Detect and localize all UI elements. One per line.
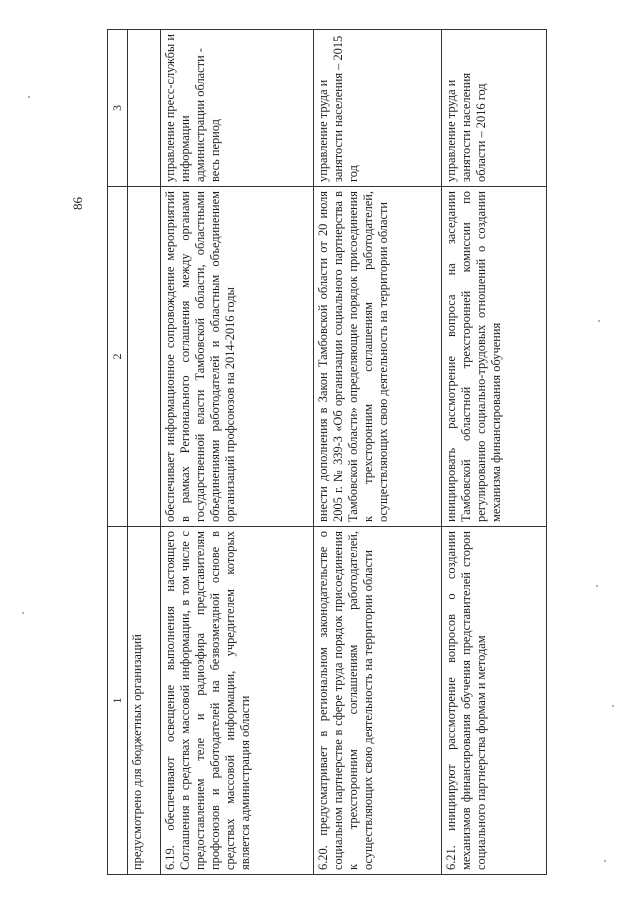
page-number: 86 [70, 197, 85, 210]
scan-speck [596, 585, 598, 587]
scan-speck [22, 612, 24, 614]
continuation-row [128, 30, 161, 875]
scan-speck [612, 705, 614, 707]
table-header-row [108, 30, 128, 875]
continuation-col-1: предусмотрено для бюджетных организаций [128, 527, 161, 875]
table-row-6-20 [313, 30, 442, 875]
row-6-19-measure: обеспечивает информационное сопровождение мероприятий в рамках Регионального соглашения между органами государственной власти Тамбовской области, областными объединениями работодателей и областным объединением организаций профсоюзов на 2014-2016 годы [161, 187, 314, 527]
table-row-6-19 [161, 30, 314, 875]
table-row-6-21 [442, 30, 547, 875]
row-6-20-responsible: управление труда и занятости населения – 2015 год [313, 30, 442, 187]
scan-speck [28, 96, 30, 98]
continuation-col-3 [128, 30, 161, 187]
row-6-19-responsible: управление пресс-службы и информации администрации области - весь период [161, 30, 314, 187]
header-col-1: 1 [108, 527, 128, 875]
row-6-20-obligation: 6.20. предусматривает в региональном законодательстве о социальном партнерстве в сфере труда порядок присоединения к трехсторонним соглашениям работодателей, осуществляющих свою деятельность на территории области [313, 527, 442, 875]
continuation-col-2 [128, 187, 161, 527]
header-col-2: 2 [108, 187, 128, 527]
row-6-19-obligation: 6.19. обеспечивают освещение выполнения настоящего Соглашения в средствах массовой информации, в том числе с предоставлением теле и радиоэфира представителям профсоюзов и работодателей на безвозмездной основе в средствах массовой информации, учредителем которых является администрация области [161, 527, 314, 875]
row-6-21-responsible: управление труда и занятости населения области – 2016 год [442, 30, 547, 187]
scan-speck [604, 860, 606, 862]
scan-speck [598, 320, 600, 322]
header-col-3: 3 [108, 30, 128, 187]
row-6-20-measure: внести дополнения в Закон Тамбовской области от 20 июля 2005 г. № 339-З «Об организации социального партнерства в Тамбовской области» определяющие порядок присоединения к трехсторонним соглашениям работодателей, осуществляющих свою деятельность на территории области [313, 187, 442, 527]
row-6-21-obligation: 6.21. инициируют рассмотрение вопросов о создании механизмов финансирования обучения представителей сторон социального партнерства формам и методам [442, 527, 547, 875]
measures-table [107, 29, 547, 875]
rotated-table-container [107, 30, 547, 875]
row-6-21-measure: инициировать рассмотрение вопроса на заседании Тамбовской областной трехсторонней комиссии по регулированию социально-трудовых отношений о создании механизма финансирования обучения [442, 187, 547, 527]
